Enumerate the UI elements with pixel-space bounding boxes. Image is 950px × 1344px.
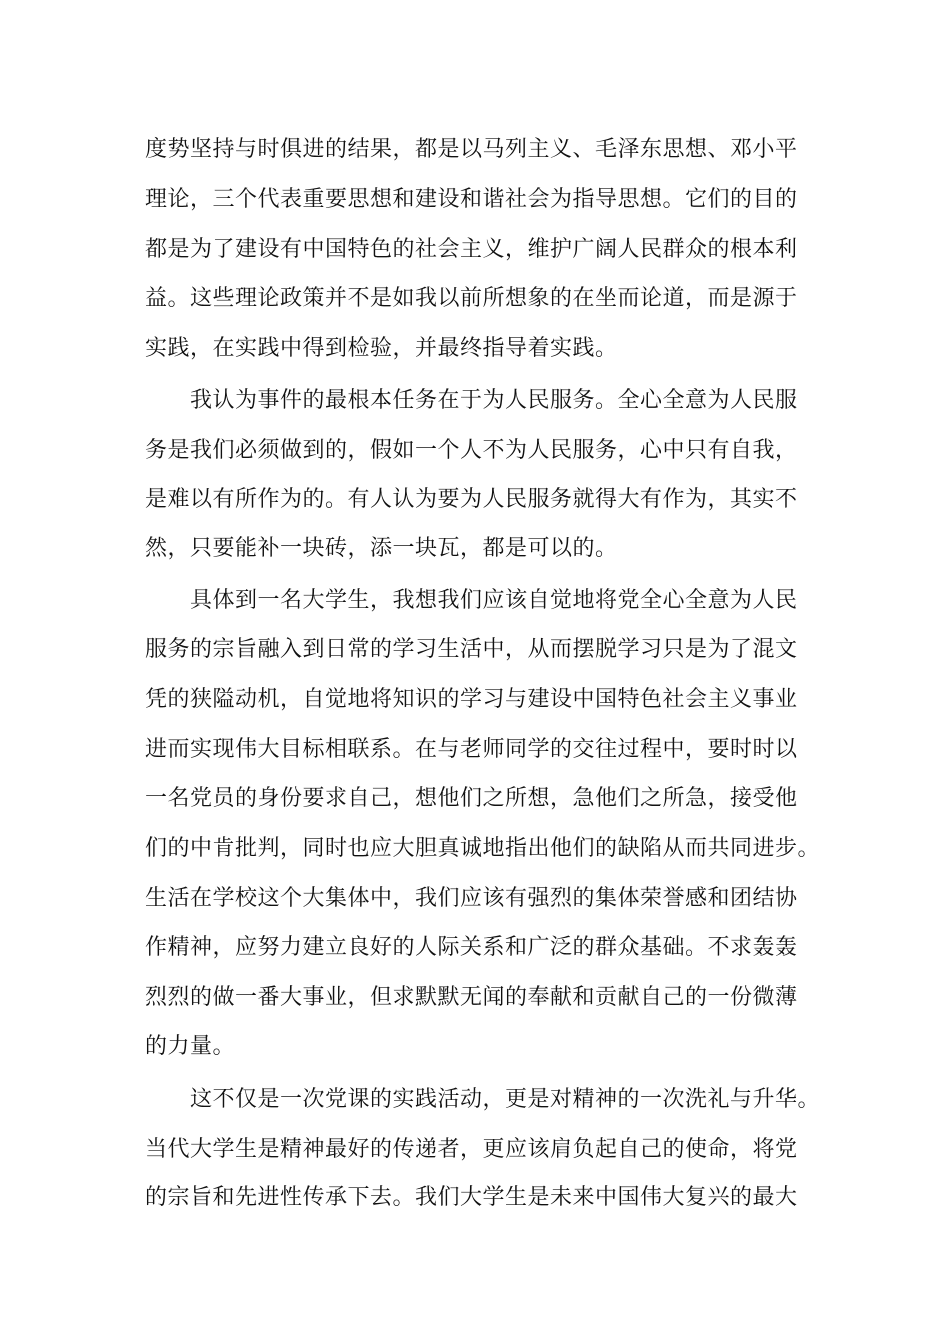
text-line: 的宗旨和先进性传承下去。我们大学生是未来中国伟大复兴的最大 [145, 1185, 798, 1210]
text-line: 一名党员的身份要求自己，想他们之所想，急他们之所急，接受他 [145, 786, 798, 811]
text-line: 都是为了建设有中国特色的社会主义，维护广阔人民群众的根本利 [145, 237, 798, 262]
text-line: 理论，三个代表重要思想和建设和谐社会为指导思想。它们的目的 [145, 187, 798, 212]
text-line: 烈烈的做一番大事业，但求默默无闻的奉献和贡献自己的一份微薄 [145, 985, 798, 1010]
text-line: 实践，在实践中得到检验，并最终指导着实践。 [145, 336, 618, 361]
text-line: 服务的宗旨融入到日常的学习生活中，从而摆脱学习只是为了混文 [145, 637, 798, 662]
paragraph-first-line: 我认为事件的最根本任务在于为人民服务。全心全意为人民服 [190, 388, 798, 413]
text-line: 益。这些理论政策并不是如我以前所想象的在坐而论道，而是源于 [145, 286, 798, 311]
text-line: 当代大学生是精神最好的传递者，更应该肩负起自己的使命，将党 [145, 1137, 798, 1162]
paragraph-first-line: 这不仅是一次党课的实践活动，更是对精神的一次洗礼与升华。 [190, 1087, 821, 1112]
text-line: 然，只要能补一块砖，添一块瓦，都是可以的。 [145, 536, 618, 561]
text-line: 作精神，应努力建立良好的人际关系和广泛的群众基础。不求轰轰 [145, 935, 798, 960]
text-line: 的力量。 [145, 1034, 236, 1059]
text-line: 进而实现伟大目标相联系。在与老师同学的交往过程中，要时时以 [145, 737, 798, 762]
text-line: 务是我们必须做到的，假如一个人不为人民服务，心中只有自我， [145, 438, 798, 463]
text-line: 度势坚持与时俱进的结果，都是以马列主义、毛泽东思想、邓小平 [145, 137, 798, 162]
text-line: 们的中肯批判，同时也应大胆真诚地指出他们的缺陷从而共同进步。 [145, 836, 821, 861]
text-line: 是难以有所作为的。有人认为要为人民服务就得大有作为，其实不 [145, 487, 798, 512]
text-line: 凭的狭隘动机，自觉地将知识的学习与建设中国特色社会主义事业 [145, 687, 798, 712]
text-line: 生活在学校这个大集体中，我们应该有强烈的集体荣誉感和团结协 [145, 886, 798, 911]
paragraph-first-line: 具体到一名大学生，我想我们应该自觉地将党全心全意为人民 [190, 588, 798, 613]
